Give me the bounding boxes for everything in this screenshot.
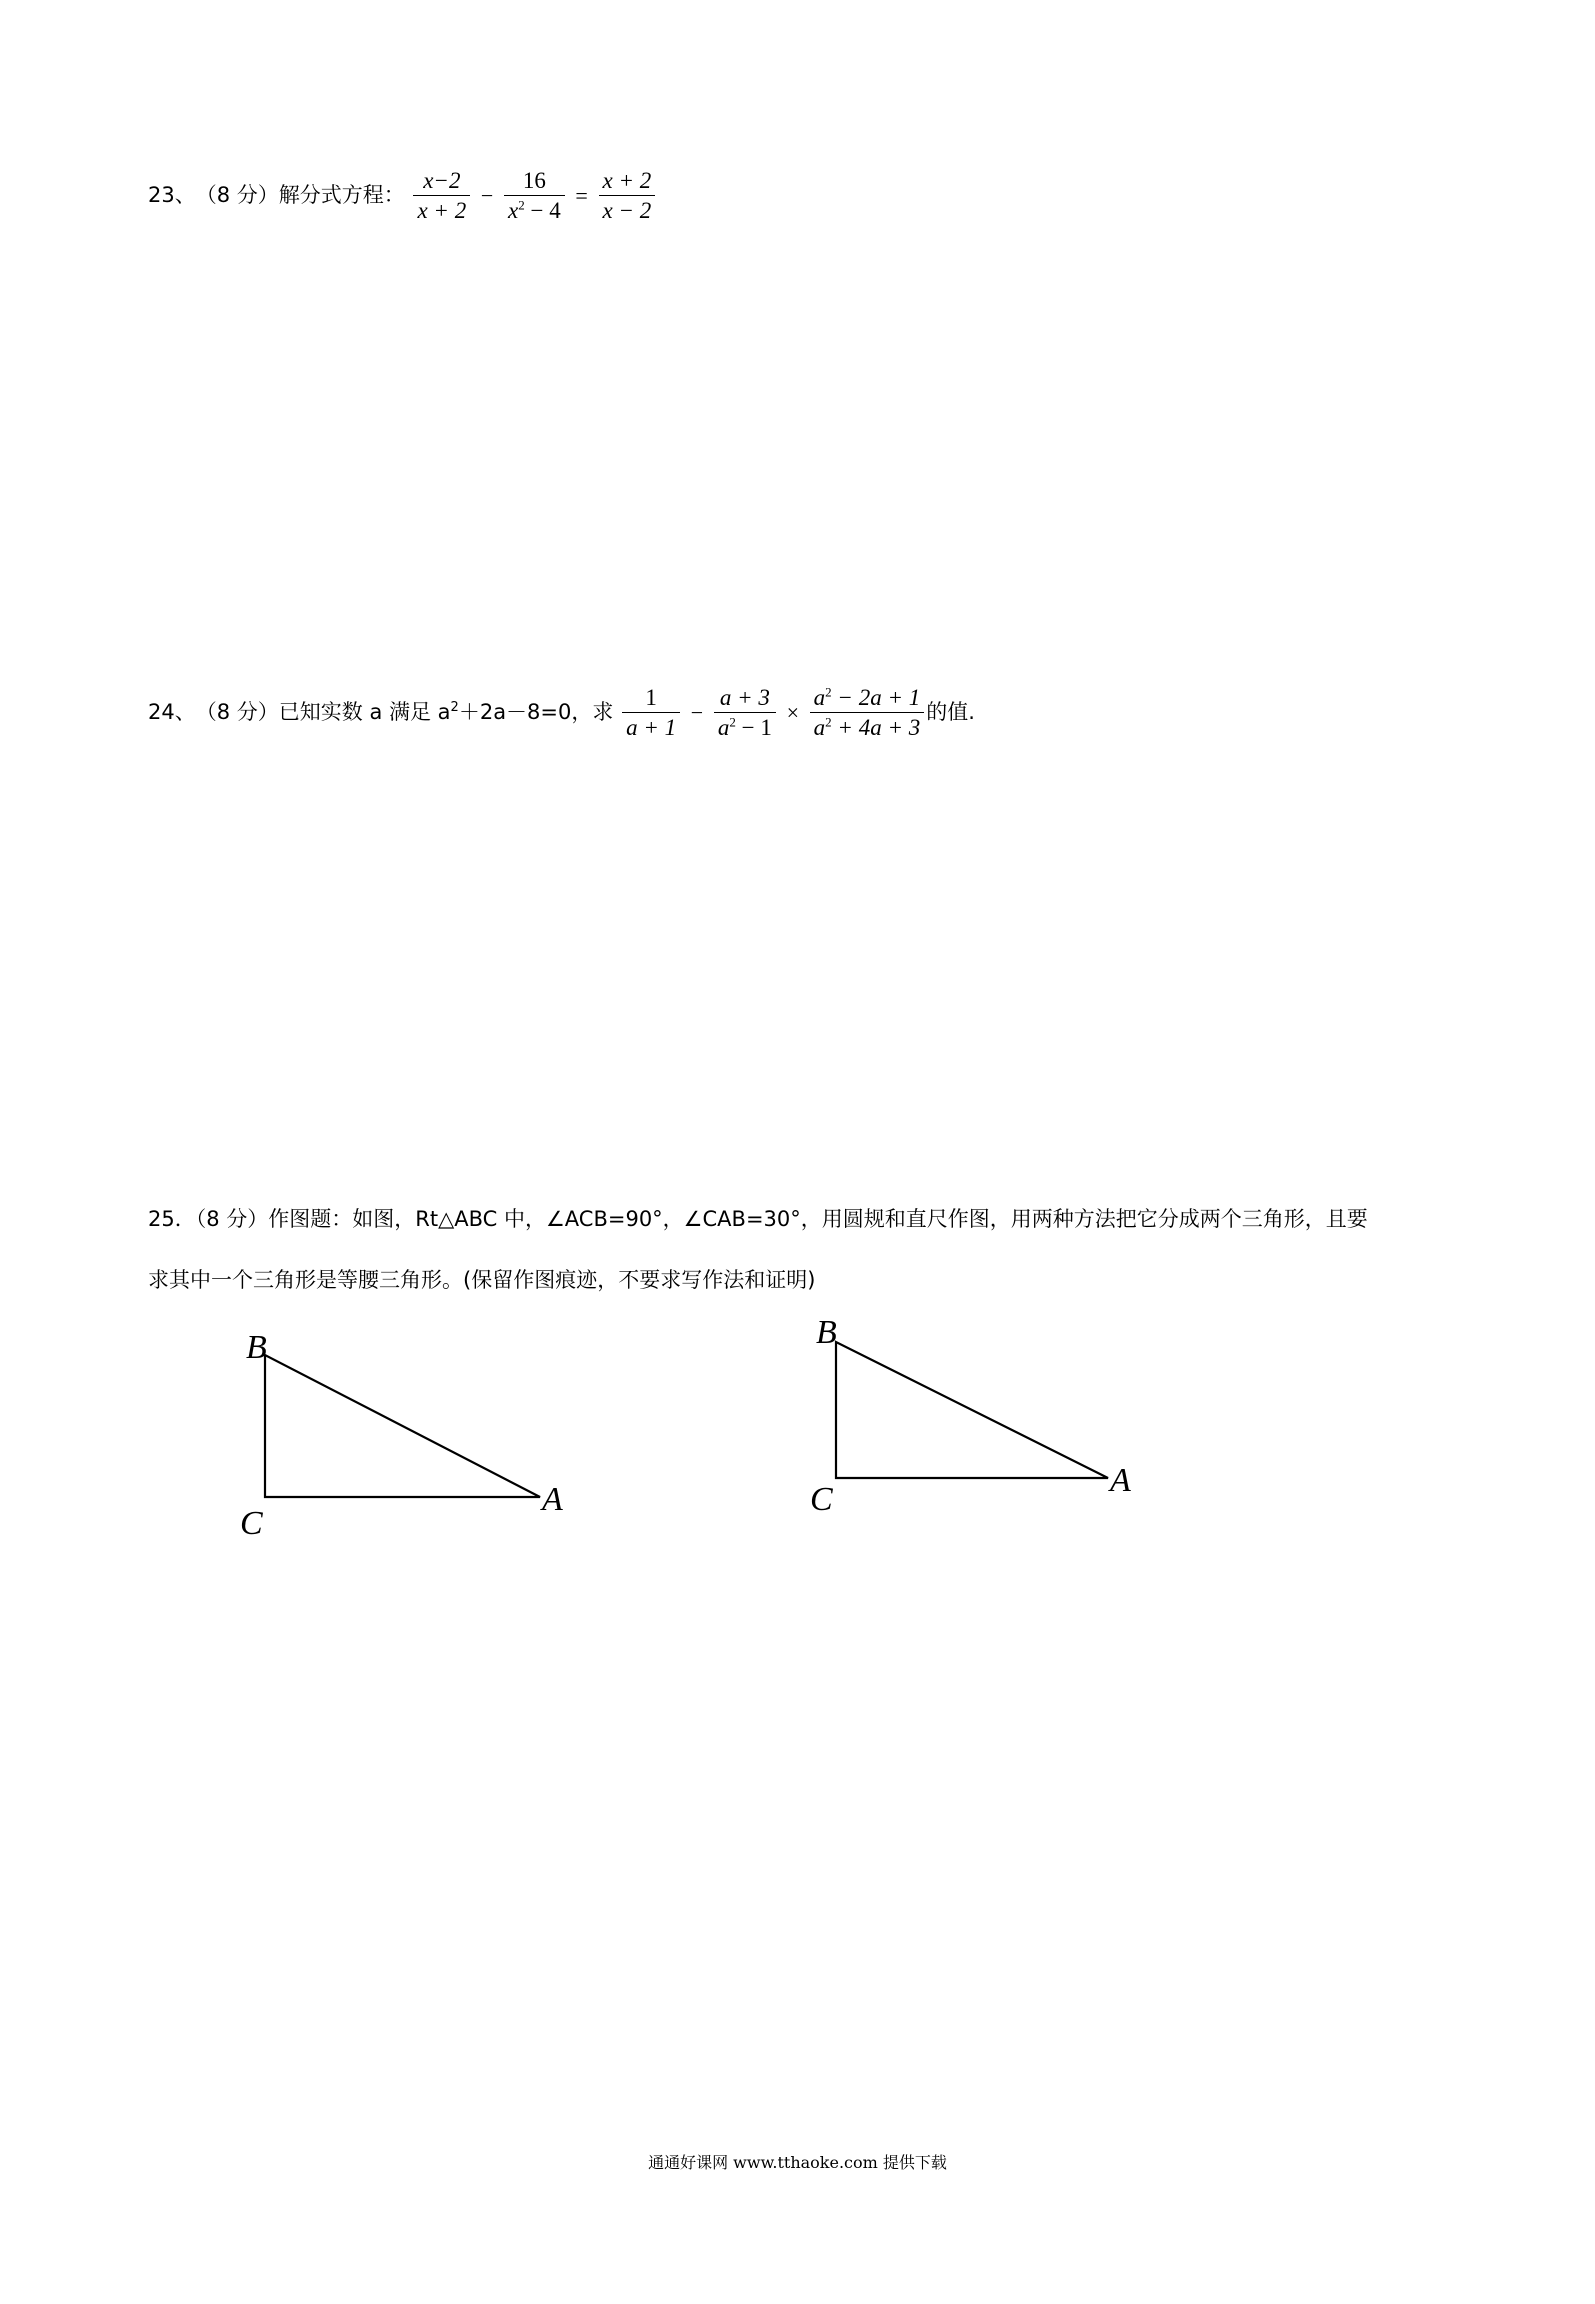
question-23: [148, 166, 657, 225]
page-footer: 通通好课网 www.tthaoke.com 提供下载: [648, 2153, 947, 2172]
q23-fraction-2: [504, 166, 565, 225]
vertex-label-c-2: C: [810, 1481, 833, 1518]
q23-fraction-1-denominator: x + 2: [417, 198, 467, 223]
triangle-figure-2: [800, 1310, 1160, 1550]
question-24-prompt: （8 分）已知实数 a 满足 $a^2+2a-8=0$，求: [195, 700, 614, 724]
q23-fraction-3-denominator: x − 2: [602, 198, 652, 223]
q24-minus-sign: −: [690, 699, 704, 725]
triangle-figure-1: [230, 1320, 590, 1560]
question-24: [148, 683, 975, 742]
q23-minus-sign: −: [480, 182, 494, 208]
vertex-label-b-2: B: [816, 1314, 837, 1351]
vertex-label-b-1: B: [246, 1329, 267, 1366]
triangle-abc-2: [836, 1342, 1108, 1478]
q23-fraction-2-numerator: 16: [504, 166, 565, 196]
question-25-line-2: 求其中一个三角形是等腰三角形。(保留作图痕迹，不要求写作法和证明): [148, 1268, 816, 1292]
q23-fraction-3: [599, 166, 656, 225]
vertex-label-a-2: A: [1110, 1462, 1131, 1499]
q24-times-sign: ×: [786, 699, 799, 725]
question-25-line-1: 25．（8 分）作图题：如图，Rt△ABC 中，∠ACB=90°，∠CAB=30°，用圆规和直尺作图，用两种方法把它分成两个三角形，且要: [148, 1207, 1368, 1231]
q24-fraction-1-denominator: a + 1: [626, 715, 677, 740]
question-24-tail: 的值.: [926, 700, 975, 724]
q23-fraction-3-numerator: x + 2: [599, 166, 656, 196]
q24-fraction-2-numerator: a + 3: [714, 683, 776, 713]
q24-fraction-3-numerator: $a^2 - 2a + 1$: [810, 683, 925, 713]
q24-fraction-1-numerator: 1: [622, 683, 680, 713]
q24-fraction-3: [810, 683, 925, 742]
q23-fraction-1-numerator: x−2: [413, 166, 470, 196]
q23-fraction-2-denominator: $x^2 - 4$: [508, 197, 561, 223]
triangle-abc-1: [265, 1355, 540, 1497]
vertex-label-c-1: C: [240, 1505, 263, 1542]
q24-fraction-2-denominator: $a^2 - 1$: [717, 714, 772, 740]
q24-fraction-1: [622, 683, 680, 742]
q24-fraction-3-denominator: $a^2 + 4a + 3$: [813, 714, 921, 740]
q23-equals-sign: =: [575, 182, 588, 208]
q23-fraction-1: [413, 166, 470, 225]
question-24-number: 24、: [148, 700, 196, 724]
question-23-prompt: （8 分）解分式方程：: [195, 183, 405, 207]
question-23-number: 23、: [148, 183, 196, 207]
vertex-label-a-1: A: [542, 1481, 563, 1518]
q24-fraction-2: [714, 683, 776, 742]
